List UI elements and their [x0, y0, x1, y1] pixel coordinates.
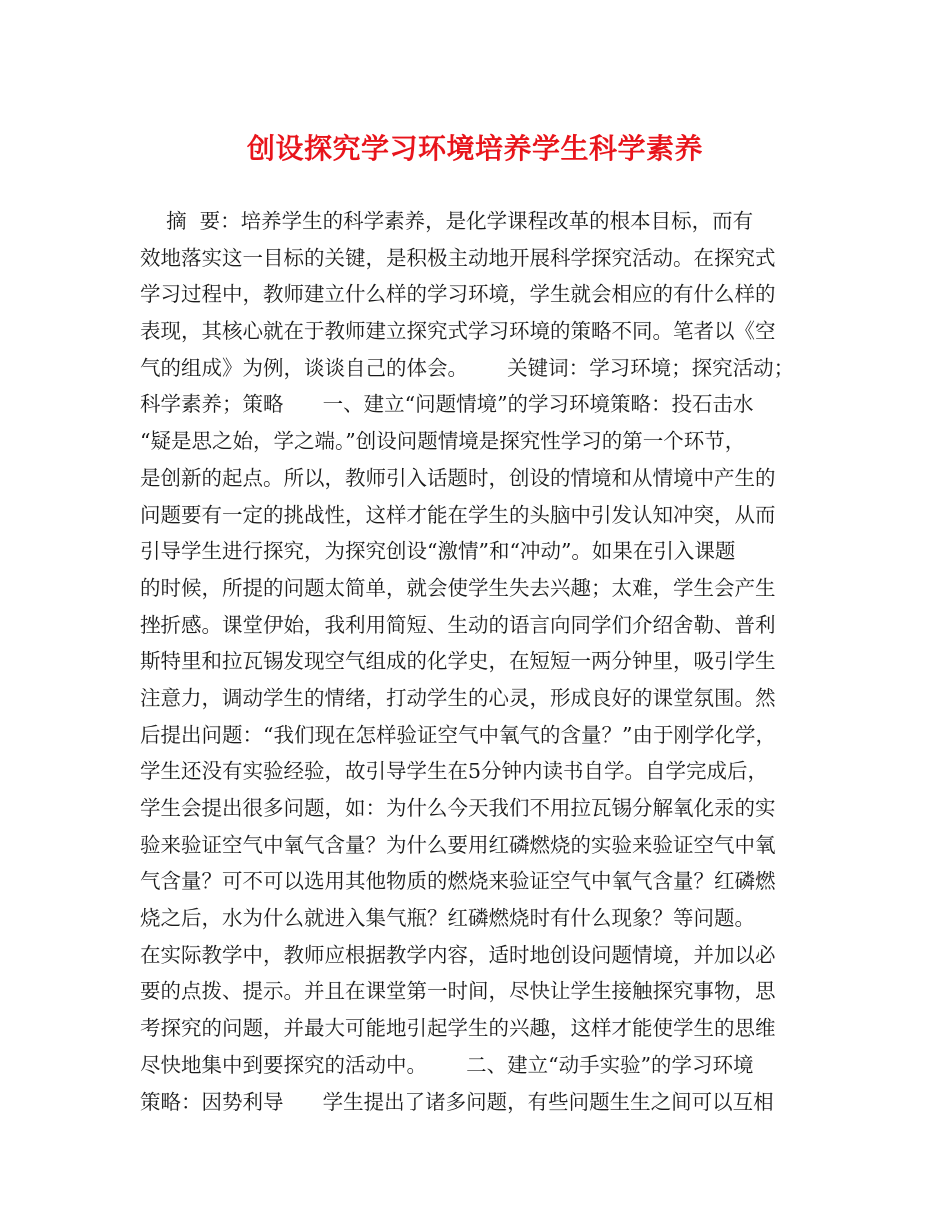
body-line: 策略：因势利导 学生提出了诸多问题，有些问题生生之间可以互相: [140, 1089, 774, 1114]
body-line: 摘 要：培养学生的科学素养，是化学课程改革的根本目标，而有: [140, 209, 754, 233]
body-line: 科学素养；策略 一、建立“问题情境”的学习环境策略：投石击水: [140, 392, 754, 417]
body-line: 学习过程中，教师建立什么样的学习环境，学生就会相应的有什么样的: [140, 282, 776, 307]
body-line: 学生会提出很多问题，如：为什么今天我们不用拉瓦锡分解氧化汞的实: [140, 796, 776, 820]
body-line: 效地落实这一目标的关键，是积极主动地开展科学探究活动。在探究式: [140, 245, 776, 270]
body-line: 引导学生进行探究，为探究创设“激情”和“冲动”。如果在引入课题: [140, 539, 736, 564]
body-line: “疑是思之始，学之端。”创设问题情境是探究性学习的第一个环节，: [140, 429, 746, 454]
body-line: 尽快地集中到要探究的活动中。 二、建立“动手实验”的学习环境: [140, 1052, 754, 1077]
body-line: 在实际教学中，教师应根据教学内容，适时地创设问题情境，并加以必: [140, 942, 776, 967]
body-line: 斯特里和拉瓦锡发现空气组成的化学史，在短短一两分钟里，吸引学生: [140, 649, 776, 674]
body-line: 注意力，调动学生的情绪，打动学生的心灵，形成良好的课堂氛围。然: [140, 685, 776, 710]
body-line: 的时候，所提的问题太简单，就会使学生失去兴趣；太难，学生会产生: [140, 575, 776, 600]
body-line: 考探究的问题，并最大可能地引起学生的兴趣，这样才能使学生的思维: [140, 1016, 776, 1041]
body-line: 学生还没有实验经验，故引导学生在5分钟内读书自学。自学完成后，: [140, 759, 769, 784]
body-line: 后提出问题：“我们现在怎样验证空气中氧气的含量？”由于刚学化学，: [140, 722, 776, 747]
body-line: 烧之后，水为什么就进入集气瓶？红磷燃烧时有什么现象？等问题。: [140, 906, 755, 931]
body-line: 要的点拨、提示。并且在课堂第一时间，尽快让学生接触探究事物，思: [140, 979, 776, 1004]
body-line: 问题要有一定的挑战性，这样才能在学生的头脑中引发认知冲突，从而: [140, 502, 776, 527]
body-line: 验来验证空气中氧气含量？为什么要用红磷燃烧的实验来验证空气中氧: [140, 832, 776, 857]
body-line: 是创新的起点。所以，教师引入话题时，创设的情境和从情境中产生的: [140, 465, 776, 490]
body-line: 气的组成》为例，谈谈自己的体会。 关键词：学习环境；探究活动；: [140, 355, 795, 380]
body-line: 气含量？可不可以选用其他物质的燃烧来验证空气中氧气含量？红磷燃: [140, 869, 776, 894]
document-body: [140, 203, 840, 1120]
document-title: 创设探究学习环境培养学生科学素养: [246, 132, 703, 165]
body-line: 挫折感。课堂伊始，我利用简短、生动的语言向同学们介绍舍勒、普利: [140, 612, 776, 637]
body-line: 表现，其核心就在于教师建立探究式学习环境的策略不同。笔者以《空: [140, 319, 776, 344]
